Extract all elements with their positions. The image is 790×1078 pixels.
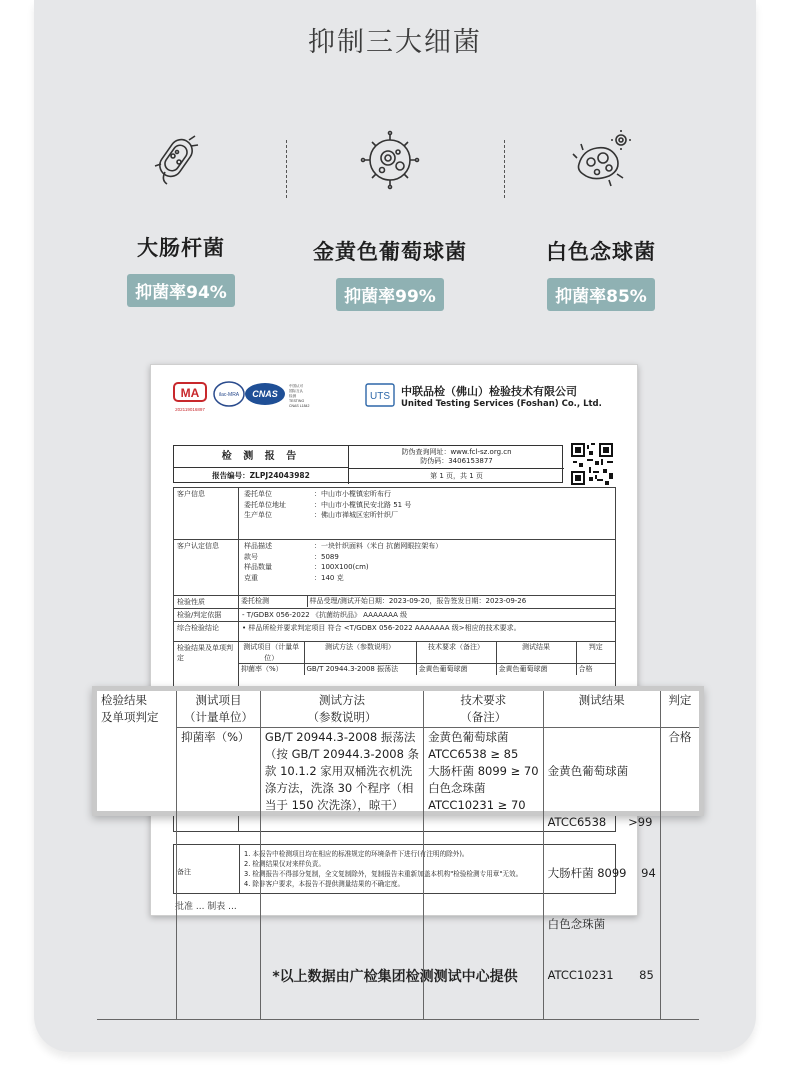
signature-row: 批准 ... 制表 ... (175, 902, 237, 912)
page-title: 抑制三大细菌 (308, 27, 482, 58)
page-count: 第 1 页，共 1 页 (349, 468, 564, 484)
basis-value: - T/GDBX 056-2022 《抗菌纺织品》 AAAAAAA 级 (239, 609, 616, 622)
lab-header (365, 381, 625, 415)
test-dates: 样品受理/测试开始日期：2023-09-20，报告签发日期：2023-09-26 (309, 597, 527, 605)
inhibition-rate-badge: 抑菌率85% (547, 278, 655, 311)
zoom-header-result: 测试结果 (543, 691, 660, 728)
zoom-row-label: 检验结果 及单项判定 (97, 691, 177, 1020)
svg-text:CNAS: CNAS (252, 389, 278, 399)
zoom-table (97, 691, 699, 1020)
rod-bacterium-icon (151, 128, 211, 188)
lab-name-en: United Testing Services (Foshan) Co., Ltd. (401, 399, 602, 409)
inhibition-rate-badge: 抑菌率94% (127, 274, 235, 307)
zoom-item: 抑菌率（%） (177, 728, 261, 1020)
svg-text:TESTING: TESTING (289, 399, 305, 403)
svg-text:CNAS L1842: CNAS L1842 (289, 404, 310, 408)
zoom-requirement: 金黄色葡萄球菌 ATCC6538 ≥ 85 大肠杆菌 8099 ≥ 70 白色念珠菌 ATCC10231 ≥ 70 (424, 728, 544, 1020)
svg-text:MA: MA (180, 386, 200, 400)
bacteria-name: 金黄色葡萄球菌 (313, 240, 467, 264)
result-mini-table: 测试项目（计量单位） 测试方法（参数说明） 技术要求（备注） 测试结果 判定 抑菌率（%） GB/T 20944.3-2008 振荡法 金黄色葡萄球菌 金黄色葡萄球菌 合格 (239, 642, 615, 675)
svg-text:ilac-MRA: ilac-MRA (218, 392, 240, 398)
qr-code-icon (571, 443, 613, 485)
data-source-note: *以上数据由广检集团检测测试中心提供 (272, 969, 518, 985)
coccus-cluster-icon (358, 128, 422, 192)
conclusion-label: 综合检验结论 (174, 622, 239, 642)
lab-name-cn: 中联品检（佛山）检验技术有限公司 (401, 385, 577, 398)
client-info-label: 客户信息 (174, 488, 239, 540)
svg-text:UTS: UTS (370, 391, 390, 402)
sample-info-label: 客户认定信息 (174, 540, 239, 596)
sample-info: 样品描述 ：一块针织面料（米白 抗菌网眼拉架布） 款号 ：5089 样品数量 ：100X100(cm) 克重 ：140 克 (244, 542, 443, 582)
candida-icon (569, 128, 633, 192)
report-title: 检 测 报 告 (174, 446, 349, 468)
svg-text:检测: 检测 (289, 394, 296, 398)
nature-value: 委托检测 (239, 596, 307, 607)
inhibition-rate-badge: 抑菌率99% (336, 278, 444, 311)
zoom-judge: 合格 (660, 728, 699, 1020)
nature-label: 检验性质 (174, 596, 239, 609)
svg-text:中国认可: 中国认可 (289, 384, 303, 388)
report-number: 报告编号：ZLPJ24043982 (174, 468, 349, 484)
remarks-list: 1. 本报告中检测项目均在相应的标准规定的环境条件下进行(有注明的除外)。 2. 检测结果仅对来样负责。 3. 检测报告不得部分复制，全文复制除外，复制报告未重新加盖本机构"检验检测专用章"无效。 4. 除非客户要求，本报告不提供测量结果的不确定度。 (244, 850, 523, 888)
bacteria-name: 大肠杆菌 (137, 236, 225, 260)
bacteria-card-ecoli (71, 128, 291, 307)
report-header-box (173, 445, 563, 483)
zoom-header-judge: 判定 (660, 691, 699, 728)
conclusion-value: • 样品所检并要求判定项目 符合 <T/GDBX 056-2022 AAAAAAA 级>相应的技术要求。 (239, 622, 616, 642)
accreditation-logos (173, 379, 333, 413)
basis-label: 检验/判定依据 (174, 609, 239, 622)
svg-text:国际互认: 国际互认 (289, 389, 303, 393)
cma-logo-icon (173, 379, 333, 415)
remarks-label: 备注 (177, 868, 191, 876)
bacteria-card-staph (280, 128, 500, 311)
uts-logo-icon (365, 383, 395, 411)
zoom-result: 金黄色葡萄球菌 ATCC6538 >99 大肠杆菌 8099 94 白色念珠菌 ATCC10231 85 (543, 728, 660, 1020)
zoom-method: GB/T 20944.3-2008 振荡法 （按 GB/T 20944.3-2008 条 款 10.1.2 家用双桶洗衣机洗 涤方法，洗涤 30 个程序（相 当于 150 次洗涤），晾干） (260, 728, 423, 1020)
result-label: 检验结果及单项判定 (174, 642, 239, 832)
zoom-header-method: 测试方法 （参数说明） (260, 691, 423, 728)
bacteria-card-candida (491, 128, 711, 311)
zoom-header-item: 测试项目 （计量单位） (177, 691, 261, 728)
zoom-header-requirement: 技术要求 （备注） (424, 691, 544, 728)
client-info: 委托单位 ：中山市小榄镇宏昕布行 委托单位地址 ：中山市小榄镇民安北路 51 号 生产单位 ：佛山市禅城区宏昕针织厂 (244, 490, 412, 519)
anti-fake-info: 防伪查询网址：www.fcl-sz.org.cn 防伪码：3406153877 (401, 448, 512, 465)
svg-text:202119016897: 202119016897 (175, 407, 205, 412)
bacteria-name: 白色念球菌 (546, 240, 656, 264)
